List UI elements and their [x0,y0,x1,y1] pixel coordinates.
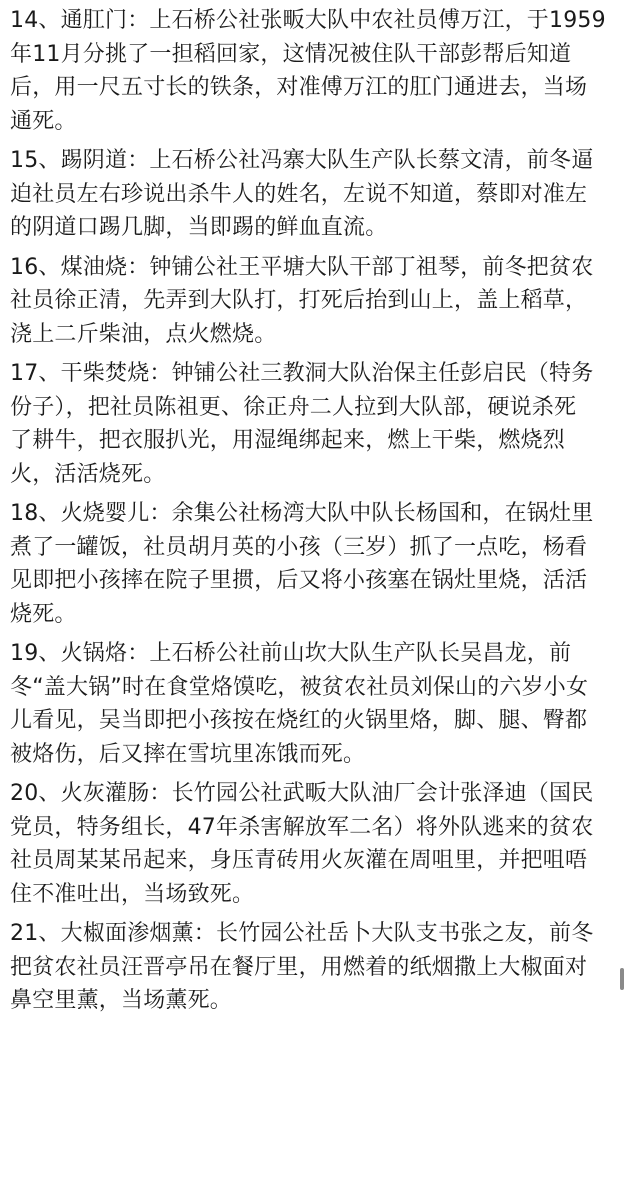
entry-15 [10,144,608,245]
text-line: 社员周某某吊起来，身压青砖用火灰灌在周咀里，并把咀唔 [10,848,588,873]
text-line: 住不准吐出，当场致死。 [10,881,255,907]
entry-19 [10,637,608,771]
text-line: 迫社员左右珍说出杀牛人的姓名，左说不知道，蔡即对准左 [10,181,588,207]
text-line: 社员徐正清，先弄到大队打，打死后抬到山上，盖上稻草， [10,288,588,313]
text-line: 把贫农社员汪晋亭吊在餐厅里，用燃着的纸烟撒上大椒面对 [10,954,588,980]
entry-17 [10,357,608,491]
text-line: 了耕牛，把衣服扒光，用湿绳绑起来，燃上干柴，燃烧烈 [10,428,566,453]
text-line: 浇上二斤柴油，点火燃烧。 [10,321,277,347]
entry-20 [10,777,608,911]
text-line: 20、火灰灌肠：长竹园公社武畈大队油厂会计张泽迪（国民 [10,781,594,806]
scrollbar-thumb[interactable] [620,968,624,990]
text-line: 19、火锅烙：上石桥公社前山坎大队生产队长吴昌龙，前 [10,641,572,666]
text-line: 后，用一尺五寸长的铁条，对准傅万江的肛门通进去，当场 [10,75,588,100]
text-line: 15、踢阴道：上石桥公社冯寨大队生产队长蔡文清，前冬逼 [10,148,594,173]
text-line: 煮了一罐饭，社员胡月英的小孩（三岁）抓了一点吃，杨看 [10,534,588,560]
text-line: 鼻空里薰，当场薰死。 [10,988,233,1013]
text-line: 14、通肛门：上石桥公社张畈大队中农社员傅万江，于1959 [10,8,606,33]
text-line: 见即把小孩摔在院子里掼，后又将小孩塞在锅灶里烧，活活 [10,568,588,593]
text-line: 年11月分挑了一担稻回家，这情况被住队干部彭帮后知道 [10,41,572,67]
document-text [10,4,608,1024]
text-line: 烧死。 [10,601,77,627]
entry-14 [10,4,608,138]
text-line: 党员，特务组长，47年杀害解放军二名）将外队逃来的贫农 [10,814,594,840]
text-line: 通死。 [10,108,77,134]
text-line: 21、大椒面渗烟薰：长竹园公社岳卜大队支书张之友，前冬 [10,921,594,946]
text-line: 儿看见，吴当即把小孩按在烧红的火锅里烙，脚、腿、臀都 [10,708,588,733]
text-line: 被烙伤，后又摔在雪坑里冻饿而死。 [10,741,366,767]
text-line: 火，活活烧死。 [10,461,166,487]
text-line: 18、火烧婴儿：余集公社杨湾大队中队长杨国和，在锅灶里 [10,501,594,526]
text-line: 份子），把社员陈祖更、徐正舟二人拉到大队部，硬说杀死 [10,394,577,420]
text-line: 16、煤油烧：钟铺公社王平塘大队干部丁祖琴，前冬把贫农 [10,254,594,280]
text-line: 17、干柴焚烧：钟铺公社三教洞大队治保主任彭启民（特务 [10,361,594,386]
entry-16 [10,251,608,352]
text-line: 冬“盖大锅”时在食堂烙馍吃，被贫农社员刘保山的六岁小女 [10,674,589,700]
text-line: 的阴道口踢几脚，当即踢的鲜血直流。 [10,215,388,240]
entry-18 [10,497,608,631]
entry-21 [10,917,608,1018]
